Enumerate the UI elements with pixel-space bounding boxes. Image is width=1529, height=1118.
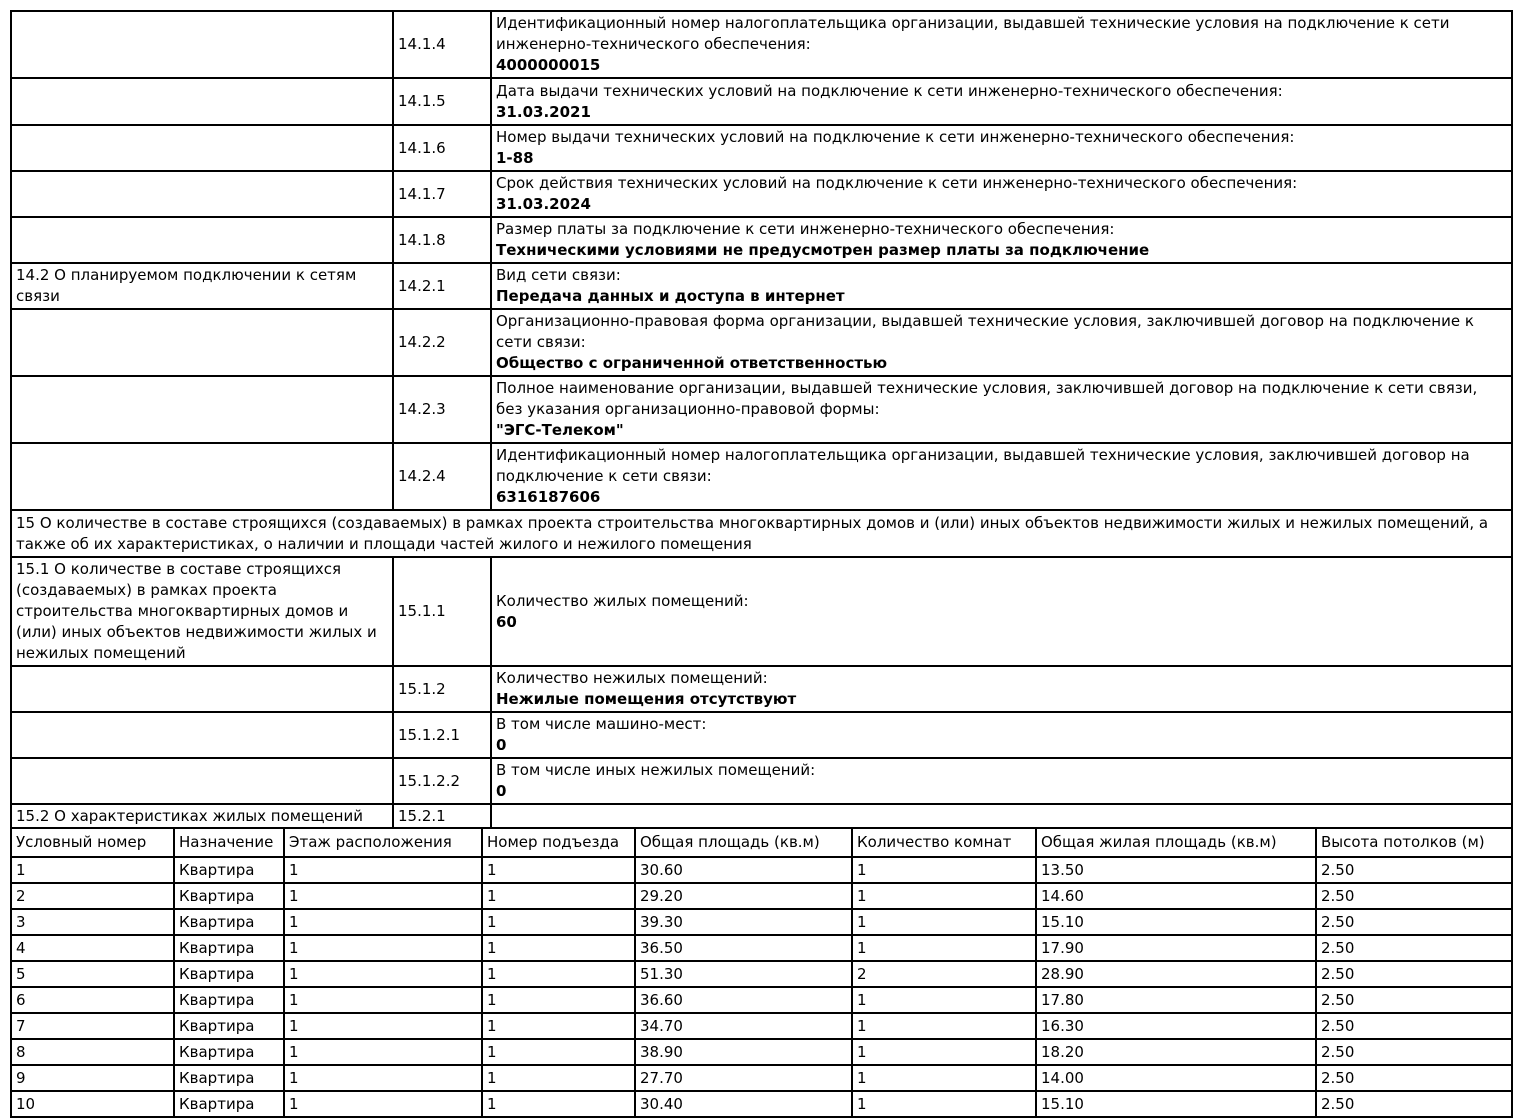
apartment-cell: 2.50 xyxy=(1316,1091,1512,1117)
apartment-cell: 1 xyxy=(482,961,635,987)
apartment-cell: 1 xyxy=(284,987,482,1013)
apartment-cell: 1 xyxy=(284,1091,482,1117)
row-content-cell xyxy=(491,125,1512,171)
field-label: В том числе машино-мест: xyxy=(496,715,707,733)
field-value: 31.03.2024 xyxy=(496,195,591,213)
field-value: Передача данных и доступа в интернет xyxy=(496,287,845,305)
table-row xyxy=(11,309,1512,376)
apartments-header-cell: Общая площадь (кв.м) xyxy=(635,828,852,857)
row-content-cell xyxy=(491,171,1512,217)
apartment-cell: 1 xyxy=(482,1013,635,1039)
apartments-header-cell: Общая жилая площадь (кв.м) xyxy=(1036,828,1316,857)
row-code-cell: 15.1.2.2 xyxy=(393,758,491,804)
apartment-cell: 1 xyxy=(284,961,482,987)
apartment-cell: 1 xyxy=(482,909,635,935)
apartment-row xyxy=(11,935,1512,961)
apartment-cell: Квартира xyxy=(174,961,284,987)
field-value: 4000000015 xyxy=(496,56,601,74)
apartment-cell: 34.70 xyxy=(635,1013,852,1039)
field-label: Размер платы за подключение к сети инженерно-технического обеспечения: xyxy=(496,220,1115,238)
apartment-row xyxy=(11,1091,1512,1117)
field-value: 60 xyxy=(496,612,517,631)
apartment-cell: 2.50 xyxy=(1316,857,1512,883)
apartment-cell: 1 xyxy=(482,987,635,1013)
apartments-header-cell: Высота потолков (м) xyxy=(1316,828,1512,857)
apartment-cell: 1 xyxy=(482,857,635,883)
apartment-cell: 39.30 xyxy=(635,909,852,935)
table-row xyxy=(11,712,1512,758)
section-label-cell xyxy=(11,376,393,443)
field-value: 0 xyxy=(496,736,507,754)
apartment-cell: 2.50 xyxy=(1316,1039,1512,1065)
apartments-header-cell: Условный номер xyxy=(11,828,174,857)
field-label: Номер выдачи технических условий на подключение к сети инженерно-технического обеспечения: xyxy=(496,128,1295,146)
apartment-cell: 3 xyxy=(11,909,174,935)
apartment-cell: 2.50 xyxy=(1316,1065,1512,1091)
apartment-row xyxy=(11,857,1512,883)
row-code-cell: 14.1.5 xyxy=(393,78,491,125)
apartment-cell: 14.60 xyxy=(1036,883,1316,909)
apartment-cell: 16.30 xyxy=(1036,1013,1316,1039)
field-value: 31.03.2021 xyxy=(496,102,591,121)
row-content-cell xyxy=(491,443,1512,510)
section-15-heading: 15 О количестве в составе строящихся (создаваемых) в рамках проекта строительства многоквартирных домов и (или) иных объектов недвижимости жилых и нежилых помещений, а также об их характеристиках, о наличии и площади частей жилого и нежилого помещения xyxy=(11,510,1512,557)
section-label-cell: 14.2 О планируемом подключении к сетям связи xyxy=(11,263,393,309)
field-value: Техническими условиями не предусмотрен размер платы за подключение xyxy=(496,241,1150,259)
field-label: Организационно-правовая форма организации, выдавшей технические условия, заключившей договор на подключение к сети связи: xyxy=(496,312,1474,351)
table-row xyxy=(11,11,1512,78)
apartment-row xyxy=(11,961,1512,987)
apartment-cell: 1 xyxy=(482,1065,635,1091)
apartment-cell: 1 xyxy=(482,1091,635,1117)
apartment-row xyxy=(11,1065,1512,1091)
apartment-row xyxy=(11,987,1512,1013)
row-code-cell: 14.1.6 xyxy=(393,125,491,171)
field-label: Идентификационный номер налогоплательщика организации, выдавшей технические условия, заключившей договор на подключение к сети связи: xyxy=(496,446,1470,485)
section-label-cell: 15.2 О характеристиках жилых помещений xyxy=(11,804,393,828)
section-label-cell xyxy=(11,758,393,804)
apartment-cell: 1 xyxy=(284,1013,482,1039)
field-label: Срок действия технических условий на подключение к сети инженерно-технического обеспечения: xyxy=(496,174,1298,192)
apartment-cell: 29.20 xyxy=(635,883,852,909)
apartment-cell: 14.00 xyxy=(1036,1065,1316,1091)
apartment-cell: 38.90 xyxy=(635,1039,852,1065)
apartment-cell: 2.50 xyxy=(1316,883,1512,909)
apartment-row xyxy=(11,883,1512,909)
field-value: 6316187606 xyxy=(496,488,601,506)
apartment-cell: 2 xyxy=(852,961,1036,987)
table-row xyxy=(11,557,1512,666)
section-label-cell xyxy=(11,78,393,125)
field-label: В том числе иных нежилых помещений: xyxy=(496,761,816,779)
table-row xyxy=(11,758,1512,804)
row-content-cell xyxy=(491,804,1512,828)
section-15-heading-row xyxy=(11,510,1512,557)
table-row xyxy=(11,78,1512,125)
table-row xyxy=(11,263,1512,309)
field-label: Количество нежилых помещений: xyxy=(496,669,768,687)
apartment-cell: 15.10 xyxy=(1036,1091,1316,1117)
apartment-cell: 2.50 xyxy=(1316,961,1512,987)
apartment-cell: 1 xyxy=(284,1039,482,1065)
apartments-header-cell: Количество комнат xyxy=(852,828,1036,857)
table-row xyxy=(11,171,1512,217)
apartment-cell: 28.90 xyxy=(1036,961,1316,987)
apartment-cell: 18.20 xyxy=(1036,1039,1316,1065)
apartment-cell: 15.10 xyxy=(1036,909,1316,935)
apartment-cell: 1 xyxy=(284,909,482,935)
row-content-cell xyxy=(491,309,1512,376)
row-content-cell xyxy=(491,557,1512,666)
apartment-cell: 17.90 xyxy=(1036,935,1316,961)
row-content-cell xyxy=(491,217,1512,263)
row-code-cell: 14.2.1 xyxy=(393,263,491,309)
table-row xyxy=(11,217,1512,263)
apartment-cell: 6 xyxy=(11,987,174,1013)
apartment-cell: 1 xyxy=(852,857,1036,883)
apartment-cell: 2.50 xyxy=(1316,987,1512,1013)
section-label-cell xyxy=(11,11,393,78)
apartment-cell: 2.50 xyxy=(1316,909,1512,935)
apartment-cell: 1 xyxy=(852,987,1036,1013)
apartment-cell: 1 xyxy=(852,883,1036,909)
section-label-cell xyxy=(11,712,393,758)
apartment-cell: Квартира xyxy=(174,935,284,961)
field-value: "ЭГС-Телеком" xyxy=(496,421,624,439)
row-code-cell: 14.1.7 xyxy=(393,171,491,217)
section-label-cell xyxy=(11,125,393,171)
row-content-cell xyxy=(491,11,1512,78)
apartment-cell: 1 xyxy=(284,935,482,961)
apartment-cell: Квартира xyxy=(174,857,284,883)
row-code-cell: 15.1.2.1 xyxy=(393,712,491,758)
apartment-cell: Квартира xyxy=(174,1065,284,1091)
apartment-cell: 36.60 xyxy=(635,987,852,1013)
section-label-cell xyxy=(11,443,393,510)
apartment-cell: 1 xyxy=(852,1013,1036,1039)
apartment-cell: 2.50 xyxy=(1316,1013,1512,1039)
apartment-cell: 2.50 xyxy=(1316,935,1512,961)
apartment-cell: 30.40 xyxy=(635,1091,852,1117)
apartment-cell: 36.50 xyxy=(635,935,852,961)
row-code-cell: 14.1.8 xyxy=(393,217,491,263)
apartment-cell: Квартира xyxy=(174,909,284,935)
section-label-cell: 15.1 О количестве в составе строящихся (создаваемых) в рамках проекта строительства многоквартирных домов и (или) иных объектов недвижимости жилых и нежилых помещений xyxy=(11,557,393,666)
apartment-cell: 2 xyxy=(11,883,174,909)
apartment-cell: 1 xyxy=(852,1065,1036,1091)
apartment-cell: 30.60 xyxy=(635,857,852,883)
table-row xyxy=(11,376,1512,443)
apartment-cell: Квартира xyxy=(174,1013,284,1039)
table-row xyxy=(11,125,1512,171)
apartment-cell: 1 xyxy=(11,857,174,883)
field-label: Вид сети связи: xyxy=(496,266,621,284)
row-content-cell xyxy=(491,376,1512,443)
field-label: Идентификационный номер налогоплательщика организации, выдавшей технические условия на подключение к сети инженерно-технического обеспечения: xyxy=(496,14,1450,53)
row-content-cell xyxy=(491,758,1512,804)
apartment-cell: 1 xyxy=(852,1039,1036,1065)
field-value: Общество с ограниченной ответственностью xyxy=(496,354,888,372)
row-code-cell: 15.2.1 xyxy=(393,804,491,828)
apartments-header-cell: Назначение xyxy=(174,828,284,857)
apartment-cell: Квартира xyxy=(174,987,284,1013)
declaration-table xyxy=(10,10,1513,829)
apartment-row xyxy=(11,909,1512,935)
table-row xyxy=(11,666,1512,712)
table-row xyxy=(11,804,1512,828)
apartment-cell: 27.70 xyxy=(635,1065,852,1091)
apartment-cell: Квартира xyxy=(174,883,284,909)
field-value: Нежилые помещения отсутствуют xyxy=(496,690,797,708)
apartment-cell: 1 xyxy=(852,1091,1036,1117)
row-content-cell xyxy=(491,666,1512,712)
apartments-header-cell: Номер подъезда xyxy=(482,828,635,857)
apartment-cell: 13.50 xyxy=(1036,857,1316,883)
apartment-cell: 1 xyxy=(284,857,482,883)
apartment-cell: 1 xyxy=(852,909,1036,935)
apartments-table xyxy=(10,827,1513,1118)
apartment-cell: 17.80 xyxy=(1036,987,1316,1013)
apartments-header-row xyxy=(11,828,1512,857)
table-row xyxy=(11,443,1512,510)
apartment-row xyxy=(11,1013,1512,1039)
field-label: Дата выдачи технических условий на подключение к сети инженерно-технического обеспечения: xyxy=(496,81,1283,100)
row-code-cell: 14.2.2 xyxy=(393,309,491,376)
field-value: 1-88 xyxy=(496,149,534,167)
row-content-cell xyxy=(491,78,1512,125)
row-content-cell xyxy=(491,263,1512,309)
apartment-cell: 7 xyxy=(11,1013,174,1039)
section-label-cell xyxy=(11,666,393,712)
section-label-cell xyxy=(11,309,393,376)
row-code-cell: 14.1.4 xyxy=(393,11,491,78)
apartment-cell: 10 xyxy=(11,1091,174,1117)
apartment-cell: 1 xyxy=(482,1039,635,1065)
apartment-cell: 1 xyxy=(284,1065,482,1091)
apartment-cell: 1 xyxy=(852,935,1036,961)
apartment-cell: 9 xyxy=(11,1065,174,1091)
section-label-cell xyxy=(11,217,393,263)
row-code-cell: 15.1.2 xyxy=(393,666,491,712)
project-declaration-page xyxy=(10,10,1513,1118)
row-code-cell: 14.2.3 xyxy=(393,376,491,443)
apartment-cell: 51.30 xyxy=(635,961,852,987)
apartment-cell: 1 xyxy=(284,883,482,909)
apartment-cell: 1 xyxy=(482,935,635,961)
section-label-cell xyxy=(11,171,393,217)
row-code-cell: 15.1.1 xyxy=(393,557,491,666)
field-label: Полное наименование организации, выдавшей технические условия, заключившей договор на подключение к сети связи, без указания организационно-правовой формы: xyxy=(496,379,1478,418)
apartment-cell: 5 xyxy=(11,961,174,987)
apartment-cell: Квартира xyxy=(174,1039,284,1065)
row-content-cell xyxy=(491,712,1512,758)
field-label: Количество жилых помещений: xyxy=(496,591,749,610)
row-code-cell: 14.2.4 xyxy=(393,443,491,510)
apartment-cell: 1 xyxy=(482,883,635,909)
apartment-cell: 8 xyxy=(11,1039,174,1065)
apartments-header-cell: Этаж расположения xyxy=(284,828,482,857)
apartment-cell: Квартира xyxy=(174,1091,284,1117)
field-value: 0 xyxy=(496,782,507,800)
apartment-row xyxy=(11,1039,1512,1065)
apartment-cell: 4 xyxy=(11,935,174,961)
